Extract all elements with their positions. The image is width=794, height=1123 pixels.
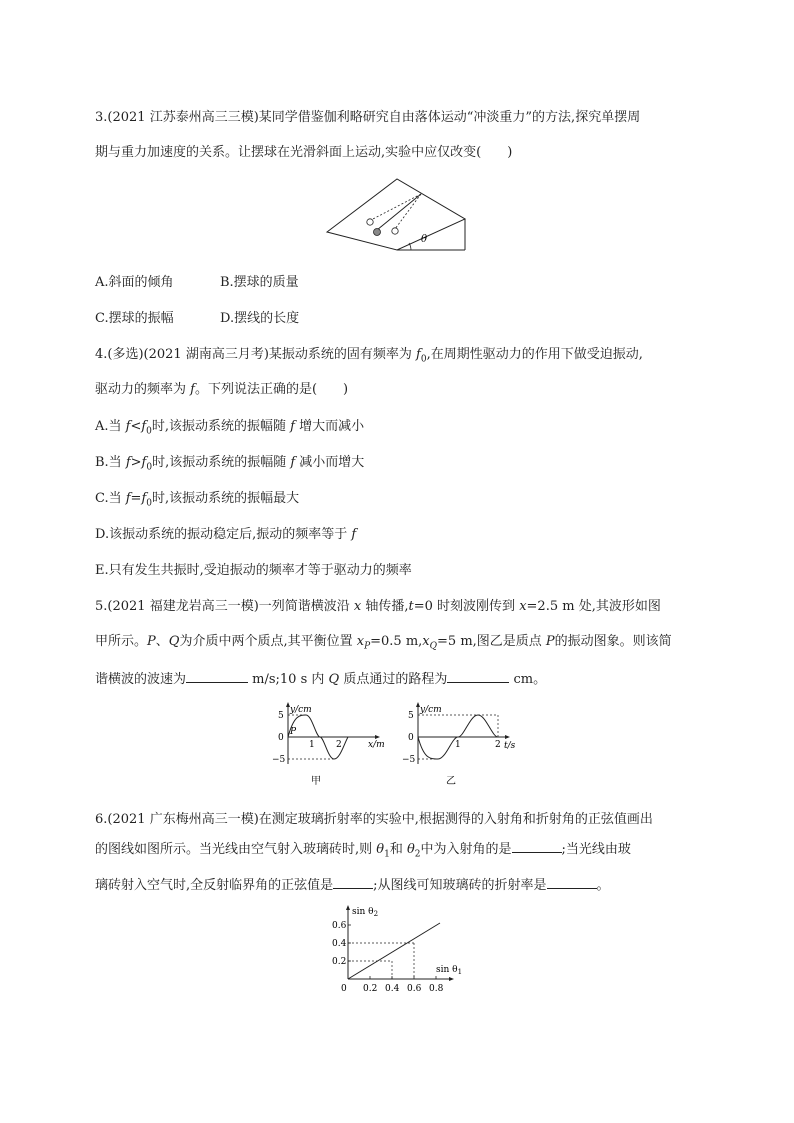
yi-ylabel: y/cm bbox=[420, 705, 442, 715]
q6-xtick-0: 0 bbox=[341, 984, 347, 993]
q6-blank-refractive-index[interactable] bbox=[547, 874, 597, 889]
q6-ytick-06: 0.6 bbox=[332, 921, 347, 931]
q6-ytick-02: 0.2 bbox=[332, 957, 347, 967]
q5-stem-line1: 5.(2021 福建龙岩高三一模)一列简谐横波沿 x 轴传播,t=0 时刻波刚传到 x=2.5 m 处,其波形如图 bbox=[95, 599, 661, 614]
yi-x1: 1 bbox=[455, 740, 461, 750]
yi-ym5: −5 bbox=[402, 755, 416, 765]
q6-stem-line3: 璃砖射入空气时,全反射临界角的正弦值是 ;从图线可知玻璃砖的折射率是 。 bbox=[95, 874, 610, 896]
q4-option-b: B.当 $f>f_0$时,该振动系统的振幅随 f 减小而增大 bbox=[95, 455, 365, 473]
q6-stem-line1: 6.(2021 广东梅州高三一模)在测定玻璃折射率的实验中,根据测得的入射角和折射角的正弦值画出 bbox=[95, 812, 653, 827]
q6-ylabel: $\sin \theta_2$ bbox=[352, 907, 379, 918]
q5-vibration-graph-yi bbox=[398, 700, 520, 790]
q6-xtick-04: 0.4 bbox=[385, 984, 400, 993]
jia-xlabel: x/m bbox=[368, 740, 385, 750]
q5-stem-line3: 谐横波的波速为 m/s;10 s 内 Q 质点通过的路程为 cm。 bbox=[95, 668, 546, 690]
q6-blank-critical-sine[interactable] bbox=[333, 874, 373, 889]
yi-y5: 5 bbox=[408, 711, 414, 721]
q3-option-a: A.斜面的倾角 bbox=[95, 275, 174, 290]
q6-blank-incident-angle[interactable] bbox=[512, 838, 562, 853]
q3-stem-line2: 期与重力加速度的关系。让摆球在光滑斜面上运动,实验中应仅改变( ) bbox=[95, 145, 513, 160]
q6-sine-graph bbox=[328, 903, 468, 993]
q5-stem-line2: 甲所示。P、Q为介质中两个质点,其平衡位置 $x_P=0.5$ $m,x_Q=5$ m,图乙是质点 P的振动图象。则该简 bbox=[95, 634, 672, 652]
q5-wave-graph-jia bbox=[268, 700, 390, 790]
jia-y0: 0 bbox=[278, 733, 284, 743]
q6-xtick-02: 0.2 bbox=[363, 984, 378, 993]
q4-option-e: E.只有发生共振时,受迫振动的频率才等于驱动力的频率 bbox=[95, 563, 412, 578]
q6-xtick-06: 0.6 bbox=[407, 984, 422, 993]
jia-x2: 2 bbox=[336, 740, 342, 750]
q3-option-d: D.摆线的长度 bbox=[220, 311, 300, 326]
q4-stem-line1: 4.(多选)(2021 湖南高三月考)某振动系统的固有频率为 $f_0$,在周期性驱动力的作用下做受迫振动, bbox=[95, 347, 643, 365]
q5-blank-speed[interactable] bbox=[186, 668, 248, 683]
jia-ylabel: y/cm bbox=[290, 705, 312, 715]
yi-caption: 乙 bbox=[446, 776, 456, 787]
yi-x2: 2 bbox=[495, 740, 501, 750]
theta-label: θ bbox=[421, 234, 428, 245]
q3-incline-figure bbox=[325, 177, 475, 255]
q3-stem-line1: 3.(2021 江苏泰州高三三模)某同学借鉴伽利略研究自由落体运动“冲淡重力”的方法,探究单摆周 bbox=[95, 110, 641, 125]
q6-ytick-04: 0.4 bbox=[332, 939, 347, 949]
jia-y5: 5 bbox=[278, 711, 284, 721]
jia-P: P bbox=[290, 727, 297, 737]
q6-xtick-08: 0.8 bbox=[429, 984, 444, 993]
q4-option-c: C.当 $f=f_0$时,该振动系统的振幅最大 bbox=[95, 491, 300, 509]
q5-blank-path[interactable] bbox=[447, 668, 509, 683]
q6-stem-line2: 的图线如图所示。当光线由空气射入玻璃砖时,则 $\theta_1$和 $\theta_2$中为入射角的是 ;当光线由玻 bbox=[95, 838, 631, 865]
q4-stem-line2: 驱动力的频率为 f。下列说法正确的是( ) bbox=[95, 382, 349, 397]
jia-x1: 1 bbox=[309, 740, 315, 750]
yi-xlabel: t/s bbox=[504, 741, 516, 751]
q3-option-c: C.摆球的振幅 bbox=[95, 311, 174, 326]
jia-ym5: −5 bbox=[272, 755, 286, 765]
q4-option-a: A.当 $f<f_0$时,该振动系统的振幅随 f 增大而减小 bbox=[95, 419, 365, 437]
q6-xlabel: $\sin \theta_1$ bbox=[436, 965, 463, 976]
jia-caption: 甲 bbox=[311, 776, 321, 787]
q4-option-d: D.该振动系统的振动稳定后,振动的频率等于 f bbox=[95, 527, 357, 542]
yi-y0: 0 bbox=[408, 733, 414, 743]
q3-option-b: B.摆球的质量 bbox=[220, 275, 299, 290]
